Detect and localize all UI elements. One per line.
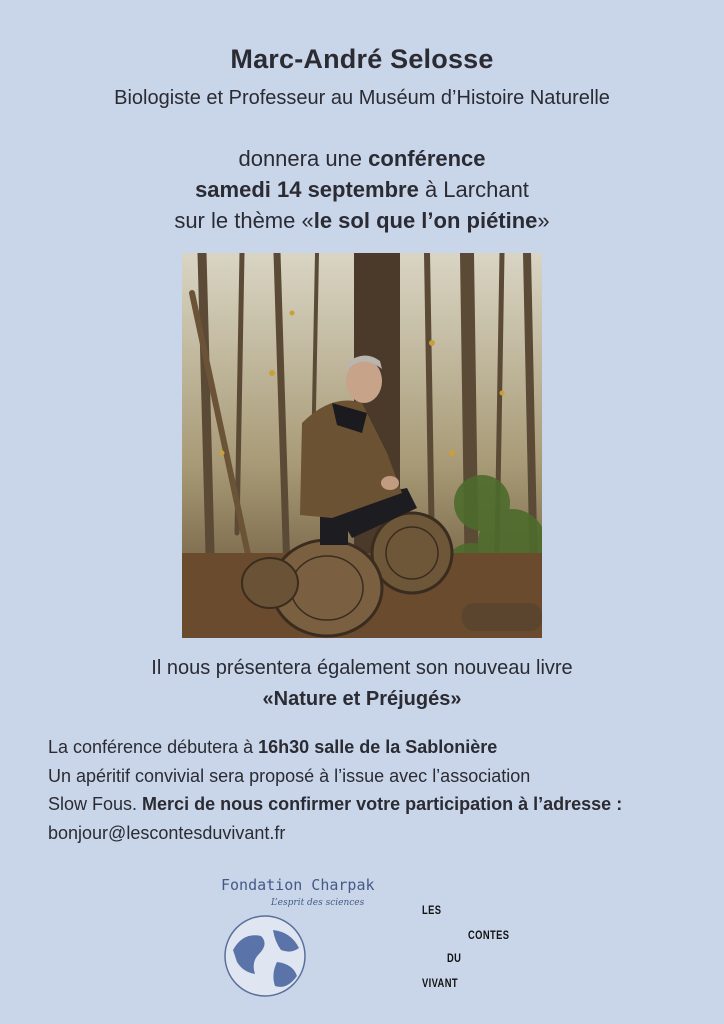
association-name: Slow Fous. <box>48 794 138 814</box>
contact-email[interactable]: bonjour@lescontesduvivant.fr <box>48 822 286 843</box>
rsvp-request: Merci de nous confirmer votre participation à l’adresse : <box>137 794 623 814</box>
contes-word-2: CONTES <box>468 928 510 942</box>
start-time-venue: 16h30 salle de la Sablonière <box>258 737 498 757</box>
contes-word-3: DU <box>447 951 462 965</box>
fondation-subtitle: L’esprit des sciences <box>271 898 365 908</box>
speaker-role: Biologiste et Professeur au Muséum d’Histoire Naturelle <box>114 87 610 109</box>
announcement-emphasis: conférence <box>368 146 486 171</box>
contes-word-1: LES <box>422 903 442 917</box>
speaker-name: Marc-André Selosse <box>230 44 494 74</box>
book-quote-close: » <box>450 688 462 710</box>
book-title-line <box>0 684 724 715</box>
book-announcement <box>0 653 724 715</box>
details-line-3 <box>48 790 688 819</box>
announcement-line-2 <box>0 174 724 205</box>
details-line-2: Un apéritif convivial sera proposé à l’issue avec l’association <box>48 765 531 786</box>
announcement-line-3 <box>0 205 724 236</box>
theme-suffix: » <box>537 208 550 233</box>
announcement-line-1 <box>0 143 724 174</box>
globe-icon <box>221 910 321 1000</box>
event-date: samedi 14 septembre <box>195 177 419 202</box>
conference-announcement <box>0 143 724 236</box>
event-location: à Larchant <box>418 177 529 202</box>
announcement-text: donnera une <box>238 146 369 171</box>
book-title: Nature et Préjugés <box>273 688 451 710</box>
details-line-1 <box>48 733 688 762</box>
conference-theme: le sol que l’on piétine <box>313 208 538 233</box>
speaker-photo <box>182 253 542 638</box>
event-details <box>48 733 688 847</box>
portrait-in-forest-photo <box>182 253 542 638</box>
fondation-title: Fondation Charpak <box>221 876 375 894</box>
start-text: La conférence débutera à <box>48 737 259 757</box>
contes-word-4: VIVANT <box>422 976 458 990</box>
book-intro: Il nous présentera également son nouveau livre <box>151 657 573 679</box>
theme-prefix: sur le thème « <box>174 208 314 233</box>
fondation-charpak-logo <box>213 876 383 1004</box>
book-quote-open: « <box>262 688 274 710</box>
